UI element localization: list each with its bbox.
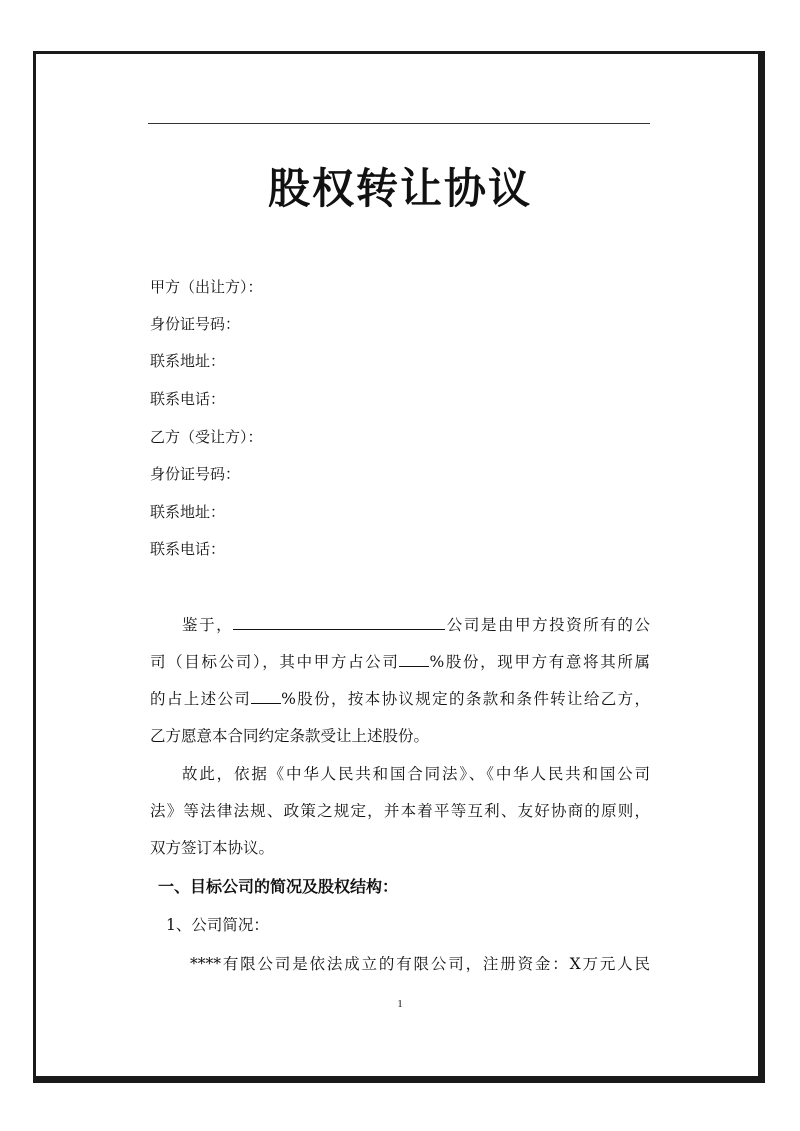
preamble-line-3-prefix: 的占上述公司 — [150, 690, 252, 708]
party-a-phone-label: 联系电话： — [150, 390, 226, 408]
document-title: 股权转让协议 — [267, 164, 532, 213]
party-b-phone-label: 联系电话： — [150, 540, 226, 558]
preamble-line-2-prefix: 司（目标公司），其中甲方占公司 — [150, 653, 400, 671]
header-rule — [148, 123, 650, 124]
preamble-line-1-suffix: 公司是由甲方投资所有的公 — [445, 616, 650, 634]
preamble-line-4: 乙方愿意本合同约定条款受让上述股份。 — [150, 727, 430, 745]
section-1-text-line-1: ****有限公司是依法成立的有限公司，注册资金：X万元人民 — [190, 955, 650, 973]
preamble-line-2 — [150, 651, 650, 673]
party-a-address-label: 联系地址： — [150, 352, 226, 370]
share-percent-blank-2 — [251, 688, 281, 704]
basis-line-2: 法》等法律法规、政策之规定，并本着平等互利、友好协商的原则， — [150, 802, 650, 820]
party-b-address-label: 联系地址： — [150, 503, 226, 521]
party-b-id-label: 身份证号码： — [150, 465, 241, 483]
party-a-label: 甲方（出让方）： — [150, 278, 263, 296]
preamble-line-3-suffix: %股份，按本协议规定的条款和条件转让给乙方， — [281, 690, 650, 708]
preamble-line-2-suffix: %股份，现甲方有意将其所属 — [429, 653, 650, 671]
section-1-heading: 一、目标公司的简况及股权结构： — [158, 877, 399, 896]
party-a-id-label: 身份证号码： — [150, 315, 241, 333]
section-1-subheading: 1、公司简况： — [166, 916, 269, 934]
party-b-label: 乙方（受让方）： — [150, 428, 263, 446]
preamble-line-3 — [150, 688, 650, 710]
preamble-line-1-prefix: 鉴于， — [182, 616, 234, 634]
preamble-line-1 — [182, 614, 650, 636]
basis-line-1: 故此，依据《中华人民共和国合同法》、《中华人民共和国公司 — [182, 765, 650, 783]
company-name-blank — [233, 614, 445, 630]
page-number: 1 — [397, 998, 403, 1010]
basis-line-3: 双方签订本协议。 — [150, 839, 275, 857]
share-percent-blank-1 — [399, 651, 429, 667]
